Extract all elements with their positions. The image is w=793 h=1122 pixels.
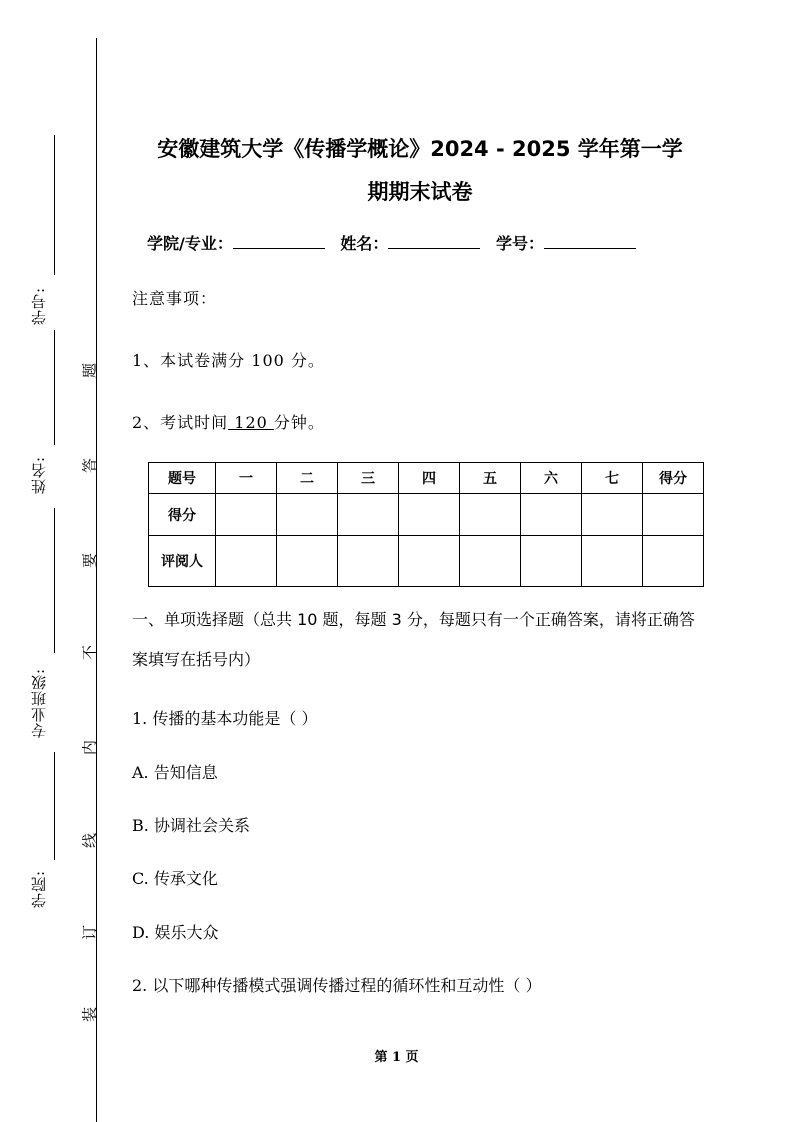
question-stem: [132, 706, 317, 729]
option-text: 告知信息: [153, 763, 218, 782]
seal-char: 内: [80, 740, 99, 756]
page-number: 第 1 页: [374, 1050, 419, 1065]
option-label: A.: [132, 763, 149, 782]
score-cell[interactable]: [582, 494, 643, 536]
class-blank: [54, 508, 55, 653]
score-header-cell: 题号: [149, 463, 216, 494]
score-cell[interactable]: [460, 494, 521, 536]
question-number: 2.: [132, 976, 148, 995]
option-label: D.: [132, 923, 150, 942]
seal-char: 答: [80, 458, 99, 474]
option-text: 娱乐大众: [154, 923, 219, 942]
note-exam-time: [132, 410, 325, 433]
option-text: 传承文化: [153, 869, 218, 888]
option-b[interactable]: [132, 813, 250, 836]
student-name-blank[interactable]: [388, 234, 480, 249]
seal-char: 要: [80, 553, 99, 569]
seal-char: 线: [80, 833, 99, 849]
seal-char: 题: [80, 363, 99, 379]
student-number-label: 学号：: [496, 234, 545, 253]
score-header-cell: 六: [521, 463, 582, 494]
question-text: 以下哪种传播模式强调传播过程的循环性和互动性（ ）: [152, 976, 542, 995]
score-header-cell: 三: [338, 463, 399, 494]
score-cell[interactable]: [277, 494, 338, 536]
reviewer-cell[interactable]: [643, 536, 704, 587]
seal-char: 不: [80, 645, 99, 661]
score-header-cell: 一: [216, 463, 277, 494]
college-major-label: 学院/专业：: [146, 234, 233, 253]
college-major-blank[interactable]: [233, 234, 325, 249]
reviewer-cell[interactable]: [582, 536, 643, 587]
section-title: 一、单项选择题（总共 10 题，每题 3 分，每题只有一个正确答案，请将正确答案填写在括号内）: [132, 610, 695, 669]
college-blank: [54, 752, 55, 860]
score-cell[interactable]: [399, 494, 460, 536]
score-header-cell: 四: [399, 463, 460, 494]
reviewer-cell[interactable]: [338, 536, 399, 587]
reviewer-cell[interactable]: [277, 536, 338, 587]
table-row: [149, 463, 704, 494]
reviewer-cell[interactable]: [399, 536, 460, 587]
option-c[interactable]: [132, 866, 218, 889]
reviewer-cell[interactable]: [521, 536, 582, 587]
seal-char: 装: [80, 1007, 99, 1023]
score-cell[interactable]: [216, 494, 277, 536]
table-row: [149, 494, 704, 536]
college-label: 学院:: [30, 869, 48, 909]
student-info-row: [0, 231, 793, 254]
reviewer-cell[interactable]: [216, 536, 277, 587]
score-table: [148, 462, 704, 587]
score-header-cell: 得分: [643, 463, 704, 494]
name-label: 姓名:: [30, 455, 48, 495]
score-header-cell: 七: [582, 463, 643, 494]
seal-char: 订: [80, 925, 99, 941]
note-exam-time-prefix: 2、考试时间: [132, 413, 229, 432]
score-cell[interactable]: [338, 494, 399, 536]
class-label: 专业班级:: [30, 667, 48, 739]
exam-title-line2: 期期末试卷: [367, 180, 473, 204]
student-id-label: 学号:: [30, 286, 48, 326]
option-label: B.: [132, 816, 149, 835]
reviewer-cell[interactable]: [460, 536, 521, 587]
option-label: C.: [132, 869, 149, 888]
student-id-blank: [54, 135, 55, 275]
student-name-label: 姓名：: [340, 234, 389, 253]
note-full-score: 1、本试卷满分 100 分。: [132, 351, 325, 370]
option-text: 协调社会关系: [153, 816, 250, 835]
question-number: 1.: [132, 709, 148, 728]
question-stem: [132, 973, 541, 996]
exam-title-line1: 安徽建筑大学《传播学概论》2024 - 2025 学年第一学: [157, 137, 683, 161]
notes-heading: 注意事项：: [132, 289, 218, 308]
question-text: 传播的基本功能是（ ）: [152, 709, 318, 728]
table-row: [149, 536, 704, 587]
binding-line: [96, 38, 97, 1122]
score-cell[interactable]: [643, 494, 704, 536]
note-exam-time-suffix: 分钟。: [273, 413, 325, 432]
score-header-cell: 二: [277, 463, 338, 494]
score-header-cell: 五: [460, 463, 521, 494]
score-row-label: 得分: [149, 494, 216, 536]
option-a[interactable]: [132, 760, 218, 783]
name-blank: [54, 330, 55, 445]
note-exam-time-value: 120: [228, 413, 274, 432]
reviewer-row-label: 评阅人: [149, 536, 216, 587]
option-d[interactable]: [132, 920, 218, 943]
score-cell[interactable]: [521, 494, 582, 536]
student-number-blank[interactable]: [544, 234, 636, 249]
